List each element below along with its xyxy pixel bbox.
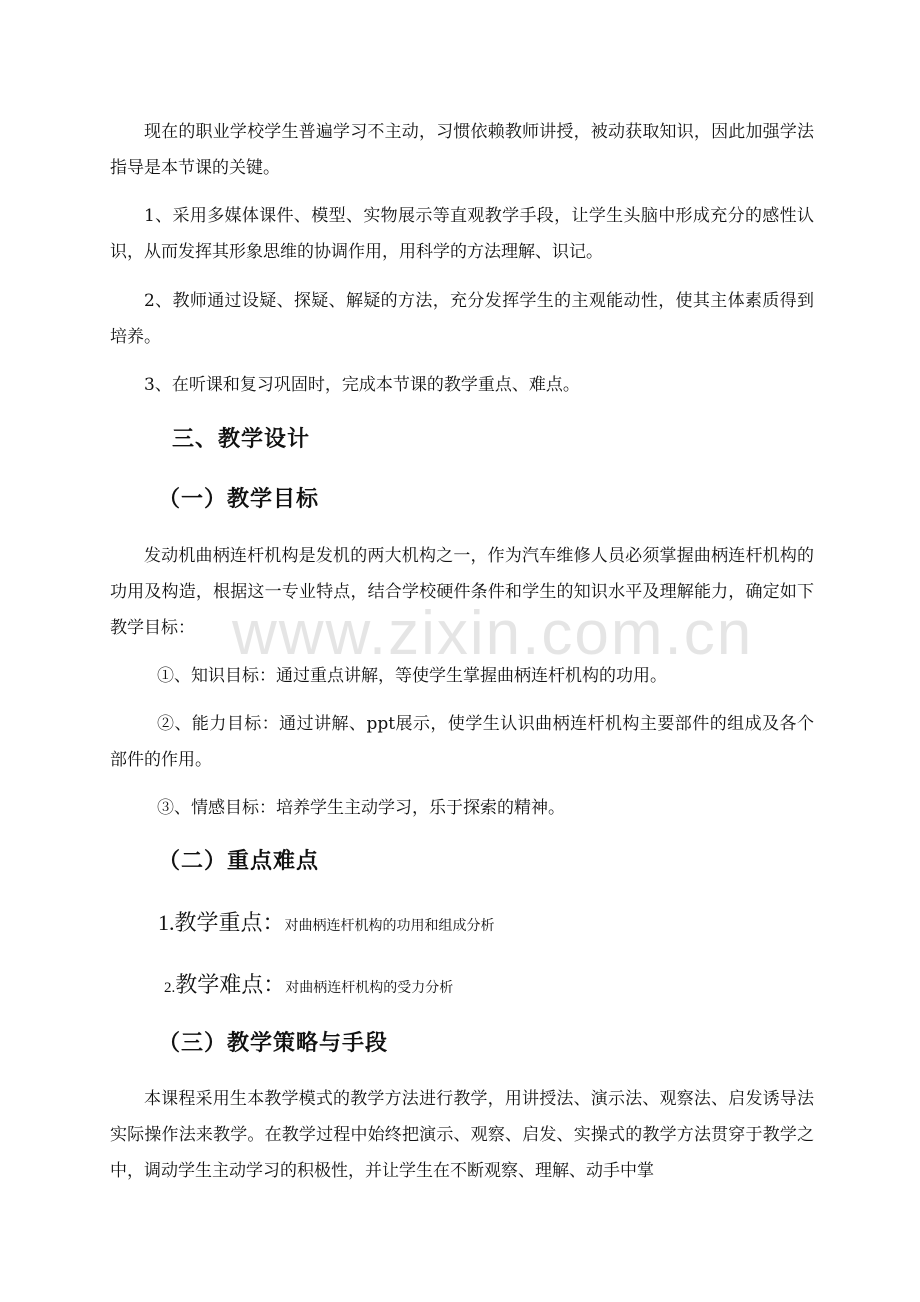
watermark-text: www.zixin.com.cn xyxy=(232,599,754,668)
subsection-heading-goals: （一）教学目标 xyxy=(158,486,320,512)
strategy-paragraph: 本课程采用生本教学模式的教学方法进行教学，用讲授法、演示法、观察法、启发诱导法实际操作法来教学。在教学过程中始终把演示、观察、启发、实操式的教学方法贯穿于教学之中，调动学生主动学习的积极性，并让学生在不断观察、理解、动手中掌 xyxy=(110,1089,814,1181)
keypoint-difficulty xyxy=(164,968,453,999)
method-item-2: 2、教师通过设疑、探疑、解疑的方法，充分发挥学生的主观能动性，使其主体素质得到培养。 xyxy=(110,291,814,347)
method-item-1: 1、采用多媒体课件、模型、实物展示等直观教学手段，让学生头脑中形成充分的感性认识，从而发挥其形象思维的协调作用，用科学的方法理解、识记。 xyxy=(110,206,814,262)
keypoint-focus-number: 1. xyxy=(158,910,175,935)
keypoint-difficulty-label: 教学难点： xyxy=(175,973,286,998)
goal-knowledge: ①、知识目标：通过重点讲解，等使学生掌握曲柄连杆机构的功用。 xyxy=(157,666,667,686)
keypoint-focus xyxy=(158,906,495,937)
keypoint-focus-label: 教学重点： xyxy=(174,911,285,936)
goal-ability: ②、能力目标：通过讲解、ppt展示，使学生认识曲柄连杆机构主要部件的组成及各个部件的作用。 xyxy=(110,714,814,770)
intro-paragraph: 现在的职业学校学生普遍学习不主动，习惯依赖教师讲授，被动获取知识，因此加强学法指导是本节课的关键。 xyxy=(110,122,814,178)
keypoint-difficulty-text: 对曲柄连杆机构的受力分析 xyxy=(285,980,454,996)
subsection-heading-strategy: （三）教学策略与手段 xyxy=(158,1030,389,1056)
goals-paragraph: 发动机曲柄连杆机构是发机的两大机构之一，作为汽车维修人员必须掌握曲柄连杆机构的功用及构造，根据这一专业特点，结合学校硬件条件和学生的知识水平及理解能力，确定如下教学目标： xyxy=(110,546,814,638)
keypoint-difficulty-number: 2. xyxy=(164,980,176,996)
section-heading-teaching-design: 三、教学设计 xyxy=(172,426,311,452)
subsection-heading-keypoints: （二）重点难点 xyxy=(158,848,320,874)
method-item-3: 3、在听课和复习巩固时，完成本节课的教学重点、难点。 xyxy=(144,375,580,395)
keypoint-focus-text: 对曲柄连杆机构的功用和组成分析 xyxy=(284,918,495,934)
goal-emotion: ③、情感目标：培养学生主动学习，乐于探索的精神。 xyxy=(157,798,565,818)
